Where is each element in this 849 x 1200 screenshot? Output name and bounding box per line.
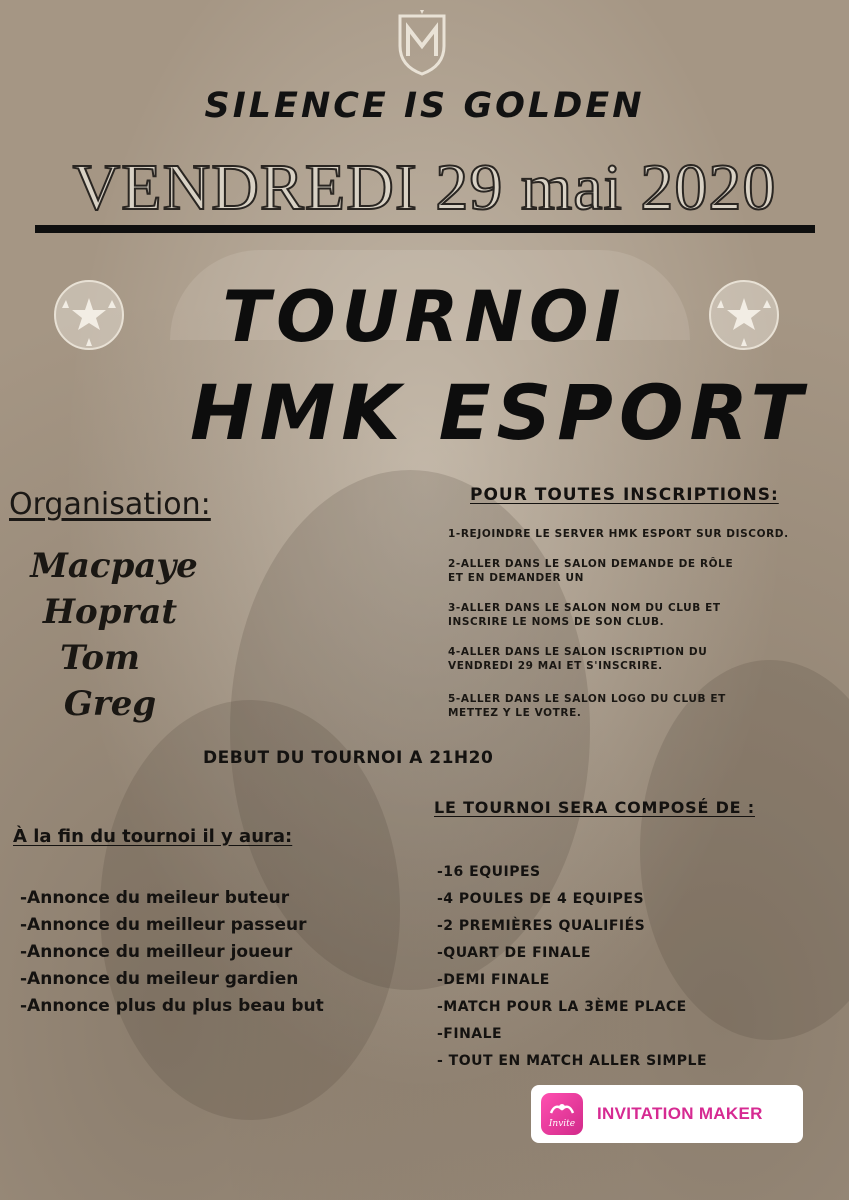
invitation-app-icon-text: Invite [548,1119,576,1129]
format-item: - TOUT EN MATCH ALLER SIMPLE [437,1053,708,1069]
award-item: -Annonce du meilleur passeur [20,915,307,935]
club-logo [394,10,450,78]
format-item: -QUART DE FINALE [437,945,591,961]
slogan: SILENCE IS GOLDEN [204,86,645,126]
format-item: -4 POULES DE 4 EQUIPES [437,891,645,907]
inscriptions-title: POUR TOUTES INSCRIPTIONS: [470,485,779,505]
inscription-step: 1-REJOINDRE LE SERVER HMK ESPORT SUR DISCORD. [448,528,789,540]
organiser-name: Macpaye [30,546,198,586]
inscription-step: 5-ALLER DANS LE SALON LOGO DU CLUB ET METTEZ Y LE VOTRE. [448,693,726,719]
award-item: -Annonce du meilleur joueur [20,942,293,962]
organiser-name: Tom [59,638,141,678]
format-item: -MATCH POUR LA 3ÈME PLACE [437,999,687,1015]
format-item: -DEMI FINALE [437,972,550,988]
award-item: -Annonce plus du plus beau but [20,996,324,1016]
divider [35,225,815,233]
format-item: -2 PREMIÈRES QUALIFIÉS [437,918,646,934]
award-item: -Annonce du meileur gardien [20,969,299,989]
invitation-app-icon [541,1093,583,1135]
inscription-step: 4-ALLER DANS LE SALON ISCRIPTION DU VENDREDI 29 MAI ET S'INSCRIRE. [448,646,708,672]
start-time: DEBUT DU TOURNOI A 21H20 [203,748,494,768]
organisation-title: Organisation: [9,487,211,522]
organiser-name: Hoprat [42,592,178,632]
title-line-2: HMK ESPORT [190,368,809,457]
format-item: -FINALE [437,1026,503,1042]
format-title: LE TOURNOI SERA COMPOSÉ DE : [434,798,755,817]
format-item: -16 EQUIPES [437,864,541,880]
inscription-step: 2-ALLER DANS LE SALON DEMANDE DE RÔLE ET EN DEMANDER UN [448,558,734,584]
invitation-maker-label: INVITATION MAKER [597,1104,763,1123]
invitation-maker-badge[interactable] [531,1085,803,1143]
event-date: VENDREDI 29 mai 2020 [72,151,777,224]
title-line-1: TOURNOI [222,276,627,358]
awards-title: À la fin du tournoi il y aura: [13,826,293,847]
award-item: -Annonce du meileur buteur [20,888,290,908]
inscription-step: 3-ALLER DANS LE SALON NOM DU CLUB ET INSCRIRE LE NOMS DE SON CLUB. [448,602,721,628]
organiser-name: Greg [63,684,157,724]
